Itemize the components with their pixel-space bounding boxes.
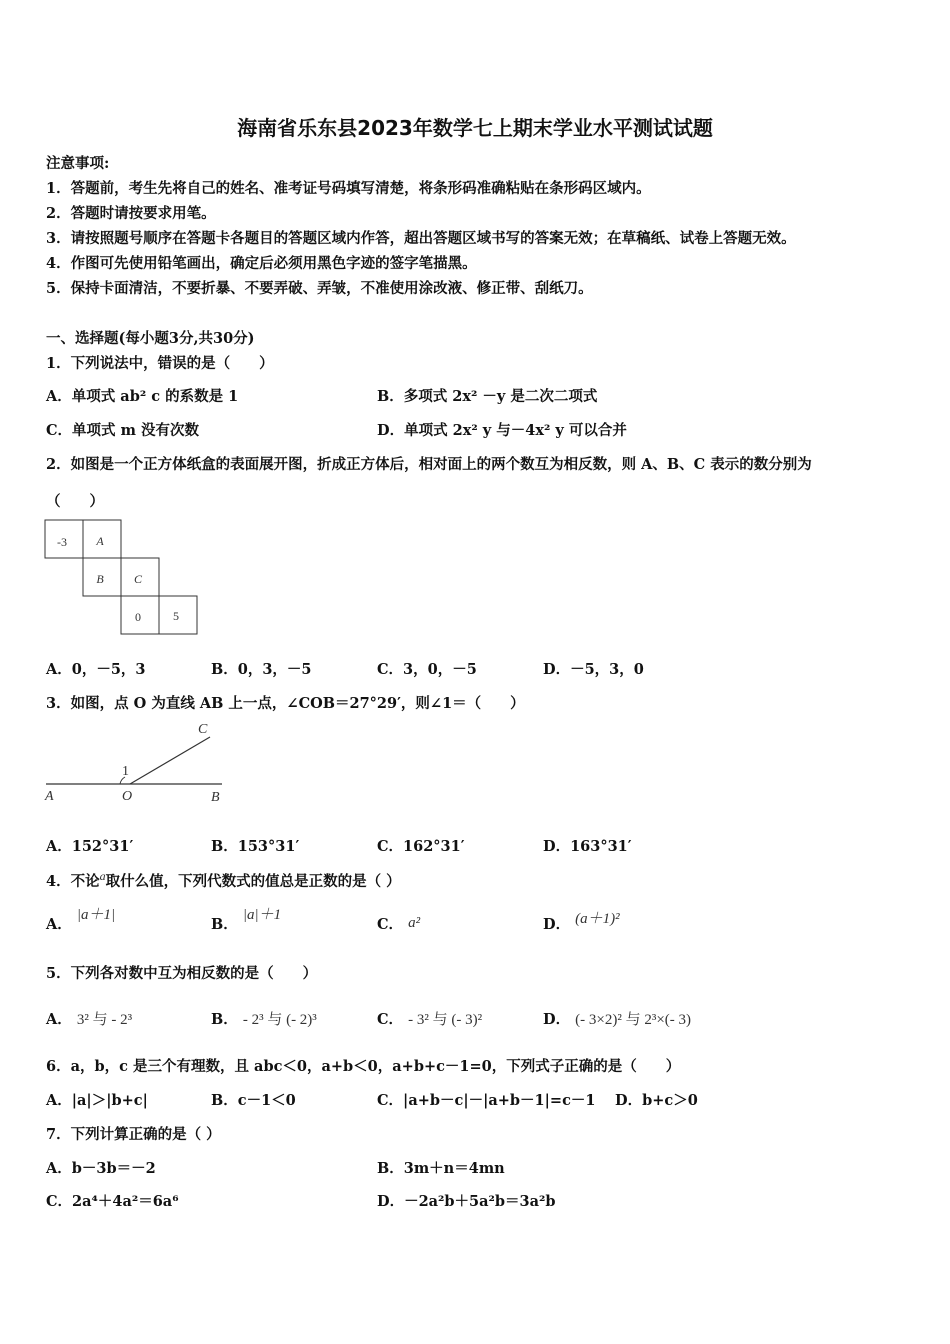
page-title: 海南省乐东县2023年数学七上期末学业水平测试试题	[237, 116, 713, 140]
question-1-stem: 1．下列说法中，错误的是（ ）	[46, 355, 274, 372]
question-6-stem: 6．a，b，c 是三个有理数，且 abc＜0，a+b＜0，a+b+c－1=0，下列式子正确的是（ ）	[46, 1058, 681, 1075]
net-label: A	[96, 534, 104, 548]
q4-option-b-label: B．	[211, 916, 238, 933]
q5-option-a	[46, 1008, 132, 1029]
q7-option-d: D．－2a²b＋5a²b＝3a²b	[377, 1193, 556, 1210]
question-3-stem: 3．如图，点 O 为直线 AB 上一点，∠COB＝27°29′，则∠1＝（ ）	[46, 695, 525, 712]
q1-option-c: C．单项式 m 没有次数	[46, 422, 199, 439]
ray-oc	[130, 737, 210, 784]
notice-item: 3．请按照题号顺序在答题卡各题目的答题区域内作答，超出答题区域书写的答案无效；在草稿纸、试卷上答题无效。	[46, 230, 796, 247]
q5-option-a-label: A．	[46, 1011, 72, 1028]
question-2-paren: （ ）	[46, 493, 104, 510]
q4-option-d-label: D．	[543, 916, 571, 933]
notice-item: 1．答题前，考生先将自己的姓名、准考证号码填写清楚，将条形码准确粘贴在条形码区域内。	[46, 180, 651, 197]
q5-option-d-label: D．	[543, 1011, 571, 1028]
q5-option-c-expr: - 3² 与 (- 3)²	[408, 1012, 483, 1028]
net-label: 0	[135, 610, 141, 624]
q5-option-d	[543, 1008, 691, 1029]
q4-stem-post: 取什么值，下列代数式的值总是正数的是（ ）	[105, 872, 401, 890]
q5-option-d-expr: (- 3×2)² 与 2³×(- 3)	[575, 1012, 692, 1028]
notice-item: 5．保持卡面清洁，不要折暴、不要弄破、弄皱，不准使用涂改液、修正带、刮纸刀。	[46, 280, 593, 297]
q4-option-b	[211, 907, 282, 934]
angle-figure	[40, 715, 240, 810]
q1-option-a: A．单项式 ab² c 的系数是 1	[46, 388, 239, 405]
point-o-label: O	[122, 789, 133, 804]
q1-option-b: B．多项式 2x² －y 是二次二项式	[377, 388, 598, 405]
q7-option-b: B．3m＋n＝4mn	[377, 1160, 505, 1177]
q6-option-d: D．b+c＞0	[615, 1092, 698, 1109]
notice-heading: 注意事项:	[46, 155, 110, 172]
net-label: 5	[173, 609, 179, 623]
q4-option-a-expr: |a＋1|	[76, 907, 116, 923]
question-2-stem: 2．如图是一个正方体纸盒的表面展开图，折成正方体后，相对面上的两个数互为相反数，则 A、B、C 表示的数分别为	[46, 456, 812, 473]
angle-1-label: 1	[122, 764, 129, 779]
q4-option-d-expr: (a＋1)²	[575, 911, 620, 927]
q2-option-d: D．－5，3，0	[543, 661, 644, 678]
q5-option-c-label: C．	[377, 1011, 404, 1028]
point-c-label: C	[198, 722, 208, 737]
question-4-stem	[46, 869, 401, 891]
q6-option-c: C．|a+b－c|－|a+b－1|=c－1	[377, 1092, 596, 1109]
q6-option-a: A．|a|＞|b+c|	[46, 1092, 148, 1109]
q4-option-c-label: C．	[377, 916, 404, 933]
question-7-stem: 7．下列计算正确的是（ ）	[46, 1126, 221, 1143]
q6-option-b: B．c－1＜0	[211, 1092, 296, 1109]
q5-option-b-label: B．	[211, 1011, 238, 1028]
q5-option-b-expr: - 2³ 与 (- 2)³	[242, 1012, 317, 1028]
q5-option-a-expr: 3² 与 - 2³	[76, 1012, 133, 1028]
q4-option-a	[46, 907, 116, 934]
q2-option-c: C．3，0，－5	[377, 661, 477, 678]
q3-option-b: B．153°31′	[211, 838, 300, 855]
q5-option-b	[211, 1008, 317, 1029]
q3-option-c: C．162°31′	[377, 838, 465, 855]
q7-option-c: C．2a⁴＋4a²＝6a⁶	[46, 1193, 179, 1210]
q4-option-a-label: A．	[46, 916, 72, 933]
q4-variable: a	[99, 869, 106, 883]
q4-stem-pre: 4．不论	[46, 872, 100, 890]
net-label: -3	[57, 535, 67, 549]
notice-item: 2．答题时请按要求用笔。	[46, 205, 216, 222]
q2-option-a: A．0，－5，3	[46, 661, 146, 678]
q2-option-b: B．0，3，－5	[211, 661, 312, 678]
q4-option-c-expr: a²	[408, 915, 421, 931]
q5-option-c	[377, 1008, 482, 1029]
q3-option-d: D．163°31′	[543, 838, 632, 855]
net-label: C	[133, 572, 143, 586]
section-heading: 一、选择题(每小题3分,共30分)	[46, 330, 255, 347]
q7-option-a: A．b－3b＝－2	[46, 1160, 156, 1177]
question-5-stem: 5．下列各对数中互为相反数的是（ ）	[46, 965, 318, 982]
cube-net-figure	[40, 515, 210, 640]
net-label: B	[96, 572, 104, 586]
q1-option-d: D．单项式 2x² y 与－4x² y 可以合并	[377, 422, 627, 439]
point-b-label: B	[211, 790, 220, 805]
q4-option-d	[543, 913, 620, 934]
q4-option-c	[377, 913, 420, 934]
notice-item: 4．作图可先使用铅笔画出，确定后必须用黑色字迹的签字笔描黑。	[46, 255, 477, 272]
q4-option-b-expr: |a|＋1	[242, 907, 282, 923]
q3-option-a: A．152°31′	[46, 838, 134, 855]
point-a-label: A	[45, 789, 54, 804]
